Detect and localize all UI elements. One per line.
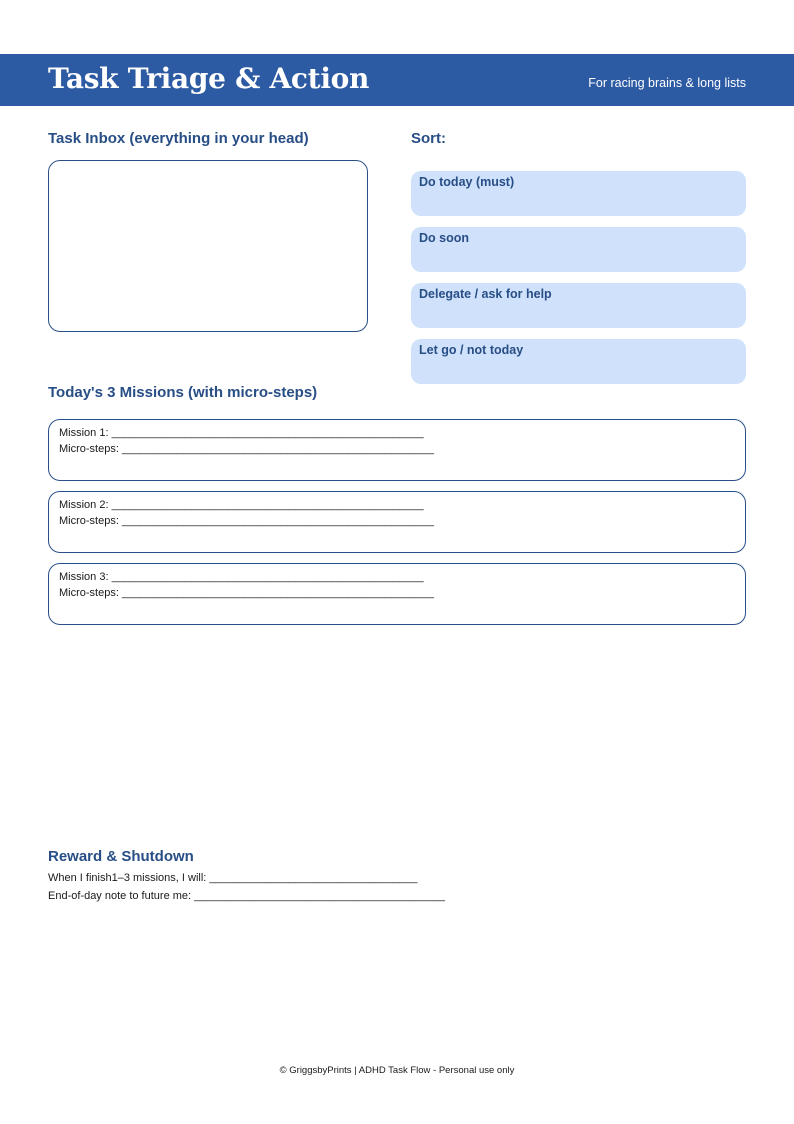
mission-line: Mission 3: ___________________________________________________ bbox=[59, 571, 424, 583]
sort-card-label: Do today (must) bbox=[419, 175, 515, 189]
mission-line: Mission 2: ___________________________________________________ bbox=[59, 499, 424, 511]
micro-steps-line: Micro-steps: ___________________________________________________ bbox=[59, 515, 434, 527]
task-inbox-area[interactable] bbox=[48, 160, 368, 332]
sort-card-do-today[interactable] bbox=[411, 171, 746, 216]
sort-card-delegate[interactable] bbox=[411, 283, 746, 328]
header-banner bbox=[0, 54, 794, 106]
micro-steps-line: Micro-steps: ___________________________________________________ bbox=[59, 443, 434, 455]
sort-card-let-go[interactable] bbox=[411, 339, 746, 384]
mission-line: Mission 1: ___________________________________________________ bbox=[59, 427, 424, 439]
sort-heading: Sort: bbox=[411, 130, 446, 147]
sort-card-do-soon[interactable] bbox=[411, 227, 746, 272]
footer-copyright: © GriggsbyPrints | ADHD Task Flow - Personal use only bbox=[279, 1065, 515, 1076]
micro-steps-line: Micro-steps: ___________________________________________________ bbox=[59, 587, 434, 599]
sort-card-label: Do soon bbox=[419, 231, 469, 245]
reward-heading: Reward & Shutdown bbox=[48, 848, 194, 865]
mission-box-1[interactable] bbox=[48, 419, 746, 481]
mission-box-2[interactable] bbox=[48, 491, 746, 553]
sort-card-label: Delegate / ask for help bbox=[419, 287, 552, 301]
end-of-day-note-line[interactable]: End-of-day note to future me: _________________________________________ bbox=[48, 890, 445, 902]
reward-line[interactable]: When I finish1–3 missions, I will: __________________________________ bbox=[48, 872, 418, 884]
page-title: Task Triage & Action bbox=[48, 62, 370, 95]
page-tagline: For racing brains & long lists bbox=[588, 76, 746, 90]
sort-card-label: Let go / not today bbox=[419, 343, 524, 357]
mission-box-3[interactable] bbox=[48, 563, 746, 625]
missions-heading: Today's 3 Missions (with micro-steps) bbox=[48, 384, 318, 401]
inbox-heading: Task Inbox (everything in your head) bbox=[48, 130, 309, 147]
